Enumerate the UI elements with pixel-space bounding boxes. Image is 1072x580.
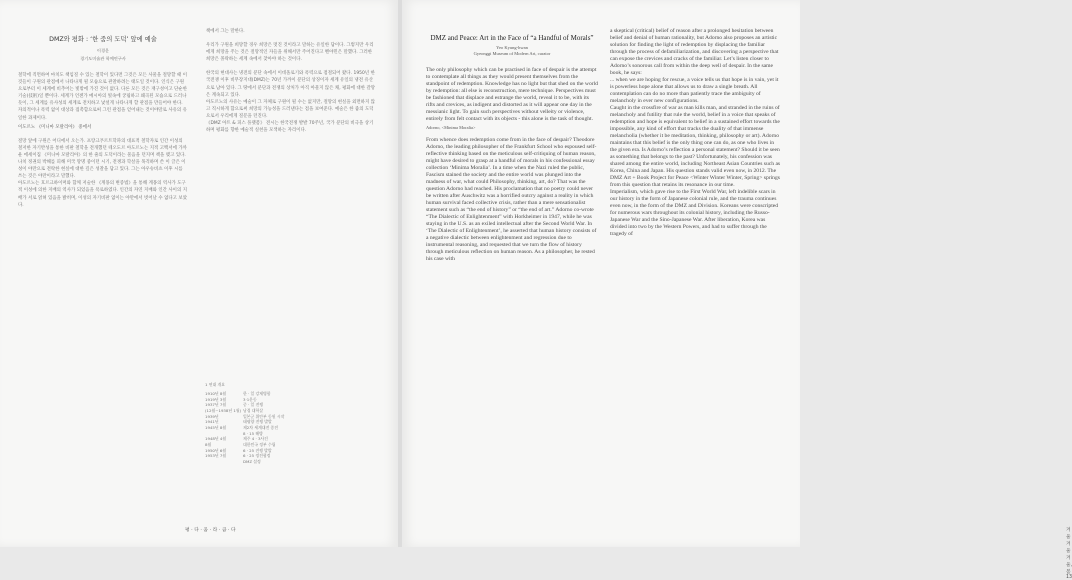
timeline-event: 6 · 25 정전협정: [243, 453, 271, 459]
timeline-year: 1945년 8월: [205, 424, 227, 430]
timeline-year: (12월~1938년 1월): [205, 407, 242, 413]
english-column-1: [426, 28, 598, 263]
timeline-row: [205, 459, 345, 465]
timeline-event: 대한민국 정부 수립: [243, 441, 276, 447]
timeline-table: [205, 382, 345, 465]
english-title: DMZ and Peace: Art in the Face of “a Handful of Morals”: [430, 34, 594, 42]
english-author: Yeo Kyung-hwan: [496, 45, 528, 50]
korean-epigraph-source: 이도르노 《미니마 모랄리아》 중에서: [18, 124, 92, 130]
korean-title: DMZ와 평화 : ‘한 줌의 도덕’ 앞에 예술: [49, 36, 157, 43]
korean-epigraph: 철학에 직면하여 마치도 책임질 수 있는 철학이 있다면 그것은 모든 사물을 절망할 때 이것들이 구원의 관점에서 나타나게 될 모습으로 관찰하려는 태도일 것이다. 인식은 구원으로부터 이 세계에 비추어는 빛밖에 가진 것이 없다. 다른 모든 것은 재구성이고 단순한 기술(技術)일 뿐이다. 세계가 언젠가 메시아의 빛속에 궁핍하고 왜곡된 모습으로 드러나듯이, 그 세계를 유사성의 세계로 전치하고 낯설게 나타나게 할 관점을 만들어야 한다. 자의적이나 폭력 없이 대상과 접촉함으로써 그런 관점을 얻어내는 것이야말로 사유의 유일한 과제이다.: [18, 73, 187, 121]
korean-author: 이경운: [96, 48, 110, 53]
english-paragraph: Caught in the crossfire of war as man kills man, and stranded in the ruins of melancholy and futility that rule the world, belief in a voice that speaks of redemption and hope is equivalent to belief in a sustained effort towards the impossible, any kind of effort that tracks the duality of that immense melancholia (whether it be meditation, thinking, philosophy or art). Adorno maintains that this belief is the only thing one can do, as one who lives in the given era. Is Adorno’s reflection a personal statement? Should it be seen as something that belongs to the past? Unfortunately, his confession was shared among the entire world, including Northeast Asian Countries such as Korea, China and Japan. His question stands valid even now, in 2012. The DMZ Art + Book Project for Peace <Winter Winter Winter, Spring> springs from this question that retains its resonance in our time.: [610, 105, 781, 188]
english-paragraph: a skeptical (critical) belief of reason after a prolonged hesitation between belief and denial of human rationality, but Adorno also proposes an artistic solution for finding the light of redemption by displacing the familiar through the process of defamiliarization, and discovering a perspective that can expose the crevices and cracks of the familiar. Let’s listen closer to Adorno’s sonorous call from within the deep well of despair. In the same book, he says:: [610, 28, 779, 76]
english-column-2: [610, 28, 782, 238]
timeline-event: 8 · 15 해방: [243, 430, 263, 436]
timeline-event: 일본군 위안부 동원 시작: [243, 413, 285, 419]
korean-paragraph: 아도르노는 호르크하이머와 함께 저술한 《계몽의 변증법》을 통해 계몽의 역사가 도구적 이성에 의한 지배의 역사가 되었음을 폭로하였다. 인간의 자연 지배와 인간 사이의 지배가 서로 얽혀 있음을 밝히며, 이성의 자기비판 없이는 야만에서 벗어날 수 없다고 보았다.: [18, 181, 187, 208]
timeline-year: 1910년 8월: [205, 391, 227, 396]
korean-paragraph: 절망 앞에 구원은 어디에서 오는가. 프랑크푸르트학파의 대표적 철학자로 인간 이성의 철저한 자기반성을 통한 비판 철학을 전개했던 테오도르 아도르노는 지적 고백서에 가까운 에세이집 《미니마 모랄리아》의 한 줄의 도덕이라는 물음을 던지며 책을 맺고 있다. 나치 정권의 박해를 피해 미국 망명 중이던 시기, 전쟁과 학살을 목격하며 쓴 이 글은 이성이 야만으로 전락한 현실에 대한 깊은 성찰을 담고 있다. 그는 아우슈비츠 이후 시를 쓰는 것은 야만이라고 말했다.: [18, 138, 187, 180]
english-paragraph: From whence does redemption come from in the face of despair? Theodore Adorno, the leading philosopher of the Frankfurt School who espoused self-reflective thinking based on the meticulous self-critiquing of human reason, might have desired to grasp at a handful of morals in his confessional essay collection ‘Minima Moralia’. In a time when the Nazi ruled the public, Fascism stained the society and the entire world was plunged into the madness of war, what could Philosophy, thinking, art, do? That was the question Adorno had reached. His proclamation that no poetry could never be written after Auschwitz was a horrified outcry against a reality in which human survival faced collective crisis, rather than a mere sensationalist statement such as “the end of history” or “the end of art.” Adorno co-wrote “The Dialectic of Enlightenment” with Horkheimer in 1947, while he was staying in the U.S. as an exiled intellectual after the Second World War. In ‘The Dialectic of Enlightenment’, he asserted that human history consists of a negative dialectic between enlightenment and regression due to instrumental reasoning, and requested that we turn the flow of history through meticulous reflection on human reason. As a philosopher, he rested his case with: [426, 137, 597, 262]
timeline-year: 1939년: [205, 413, 219, 419]
english-block-quote: ... when we are hoping for rescue, a voice tells us that hope is in vain, yet it is powerless hope alone that allows us to draw a single breath. All contemplation can do no more than patiently trace the ambiguity of melancholy in ever new configurations.: [610, 77, 779, 104]
timeline-year: 1919년 3월: [205, 396, 227, 402]
korean-paragraph: 책에서 그는 말한다.: [206, 29, 245, 34]
timeline-heading: 1 연대 개요: [205, 382, 225, 387]
timeline-event: DMZ 설정: [243, 458, 261, 464]
timeline-event: 3·1운동: [243, 396, 257, 402]
timeline-year: 1950년 6월: [205, 447, 227, 453]
english-affiliation: Gyeonggi Museum of Modern Art, curator: [473, 51, 551, 56]
english-epigraph: The only philosophy which can be practised in face of despair is the attempt to contemplate all things as they would present themselves from the standpoint of redemption. Knowledge has no light but that shed on the world by redemption: all else is reconstruction, mere technique. Perspectives must be fashioned that displace and estrange the world, reveal it to be, with its rifts and crevices, as indigent and distorted as it will appear one day in the messianic light. To gain such perspectives without velleity or violence, entirely from felt contact with its objects - this alone is the task of thought.: [426, 67, 598, 122]
timeline-year: 1937년 7월: [205, 402, 227, 408]
left-page-folio: 평 · 다 · 움 · 라 · 큼 · 다: [185, 528, 236, 533]
timeline-event: 6 · 25 전쟁 발발: [243, 447, 272, 453]
timeline-year: 1953년 7월: [205, 453, 227, 459]
timeline-year: 1948년 4월: [205, 436, 227, 442]
timeline-event: 제2차 세계대전 종전: [243, 424, 279, 430]
korean-paragraph: 《DMZ 아트 & 피스 플랫폼》 전시는 한국전쟁 발발 70주년, 국가 분단의 비극을 상기하며 평화를 향한 예술적 실천을 모색하는 자리이다.: [206, 121, 374, 134]
left-page-korean: [0, 0, 398, 547]
timeline-year: [205, 459, 243, 465]
korean-paragraph: 아도르노의 사유는 예술이 그 자체로 구원이 될 수는 없지만, 절망의 현실을 외면하지 않고 직시하게 함으로써 희망의 가능성을 드러낸다는 점을 보여준다. 예술은 한 줌의 도덕으로서 우리에게 질문을 던진다.: [206, 99, 375, 119]
korean-paragraph: 우리가 구원을 희망할 경우 희망은 멋진 것이라고 말하는 유일한 답이다. 그렇지만 우리에게 희망을 주는 것은 절망적인 자들을 위해서만 주어진다고 벤야민은 말했다. 그러한 희망은 몰락하는 세계 속에서 찾아야 하는 것이다.: [206, 43, 374, 63]
timeline-event: 중 · 일 전쟁: [243, 402, 263, 408]
timeline-event: 한 · 일 강제병합: [243, 391, 271, 396]
korean-paragraph: 한국의 현대사는 냉전의 분단 속에서 이데올로기와 폭력으로 점철되어 왔다. 1950년 한국전쟁 이후 비무장지대(DMZ)는 70년 가까이 분단의 상징이자 세계 유일의 냉전 유산으로 남아 있다. 그 땅에서 분단과 전쟁의 상처가 아직 아물지 않은 채, 평화에 대한 갈망은 계속되고 있다.: [206, 71, 376, 98]
korean-column-2: [206, 28, 376, 134]
right-page-folio: 겨울 겨울 겨울, 봄 13: [1066, 528, 1072, 580]
timeline-event: 태평양 전쟁 발발: [243, 419, 272, 425]
timeline-year: 8월: [205, 441, 212, 447]
korean-column-1: [18, 28, 188, 209]
right-page-english: [402, 0, 1072, 580]
korean-affiliation: 경기도미술관 학예연구사: [80, 56, 126, 61]
timeline-event: 남경 대학살: [243, 407, 264, 413]
english-paragraph: Imperialism, which gave rise to the First World War, left indelible scars in our history in the form of Japanese colonial rule, and the trauma continues even now, in the form of the DMZ and Division. Koreans were conscripted for numerous wars throughout its colonial history, including the Russo-Japanese War and the Sino-Japanese War. After liberation, Korea was divided into two by the Western Powers, and had to suffer through the tragedy of: [610, 189, 779, 237]
english-epigraph-source: Adorno, <Minima Moralia>: [426, 125, 476, 130]
timeline-year: 1941년: [205, 419, 219, 425]
timeline-event: 제주 4 · 3사건: [243, 436, 268, 442]
